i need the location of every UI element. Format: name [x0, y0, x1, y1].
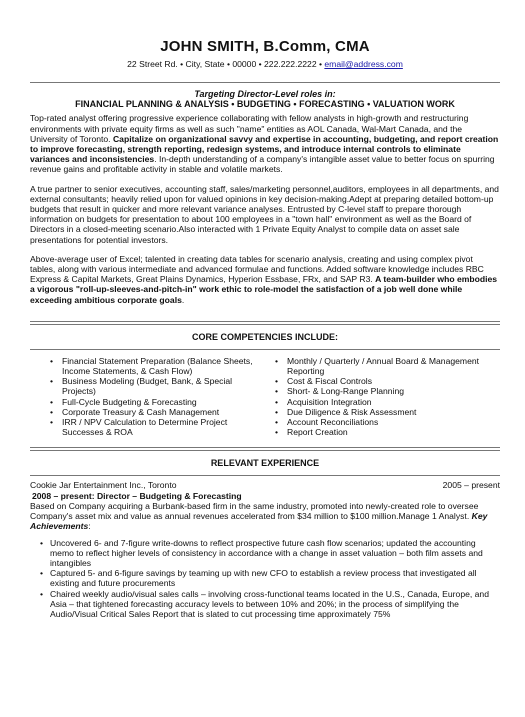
- summary-3-bold: A team-builder who embodies a vigorous "roll-up-sleeves-and-pitch-in" work ethic to role-model the satisfaction of a job well done while exceeding ambitious corporate goals: [30, 274, 498, 305]
- target-line-1: Targeting Director-Level roles in:: [194, 89, 336, 99]
- summary-1-bold: Capitalize on organizational savvy and expertise in accounting, budgeting, and report creation to improve forecasting, strength reporting, redesign systems, and introduce internal controls to eliminate variances and inconsistencies: [30, 133, 499, 165]
- target-heading: [30, 89, 500, 109]
- summary-3-text-end: .: [181, 294, 185, 305]
- competency-item: • Business Modeling (Budget, Bank, & Special Projects): [50, 376, 255, 396]
- achievements-list: [30, 538, 500, 620]
- summary-paragraph-1: [30, 113, 500, 174]
- achievement-item: • Chaired weekly audio/visual sales calls – involving cross-functional teams located in the U.S., Canada, Europe, and Asia – that tightened forecasting accuracy levels to between 10% and 20%; in the process of simplifying the Audio/Visual Critical Sales Report that is slated to cut processing time approximately 75%: [40, 589, 500, 620]
- competency-item: • Short- & Long-Range Planning: [275, 386, 480, 396]
- experience-top-rule: [30, 447, 500, 451]
- competency-item: • Cost & Fiscal Controls: [275, 376, 480, 386]
- experience-bottom-rule: [30, 475, 500, 476]
- competencies-list: [30, 356, 500, 438]
- achievement-item: • Uncovered 6- and 7-figure write-downs to reflect prospective future cash flow scenarios; updated the accounting memo to reflect higher levels of consistency in accordance with a change in asset valuation – both film assets and intangibles: [40, 538, 500, 569]
- header-rule: [30, 82, 500, 83]
- email-link[interactable]: email@address.com: [324, 59, 403, 69]
- summary-paragraph-3: [30, 254, 500, 305]
- competency-item: • IRR / NPV Calculation to Determine Project Successes & ROA: [50, 417, 255, 437]
- company-name: Cookie Jar Entertainment Inc., Toronto: [30, 480, 177, 491]
- competencies-right-column: [275, 356, 480, 438]
- contact-line: [30, 59, 500, 69]
- job-description: [30, 501, 500, 532]
- competencies-left-column: [50, 356, 255, 438]
- competency-item: • Corporate Treasury & Cash Management: [50, 407, 255, 417]
- job-dates: 2005 – present: [442, 480, 500, 491]
- competency-item: • Monthly / Quarterly / Annual Board & Management Reporting: [275, 356, 480, 376]
- competencies-bottom-rule: [30, 349, 500, 350]
- competency-item: • Financial Statement Preparation (Balance Sheets, Income Statements, & Cash Flow): [50, 356, 255, 376]
- competencies-title: CORE COMPETENCIES INCLUDE:: [191, 331, 338, 342]
- job-title: 2008 – present: Director – Budgeting & Forecasting: [32, 490, 242, 501]
- key-achievements-colon: :: [88, 521, 91, 532]
- target-line-2: FINANCIAL PLANNING & ANALYSIS • BUDGETING • FORECASTING • VALUATION WORK: [75, 99, 455, 110]
- job-header: [30, 480, 500, 490]
- competency-item: • Report Creation: [275, 427, 480, 437]
- summary-1-text-end: . In-depth understanding of a company's intangible asset value to better focus on spurring revenue gains and profitable activity in stable and volatile markets.: [30, 154, 495, 175]
- summary-3-text: Above-average user of Excel; talented in creating data tables for scenario analysis, creating and using complex pivot tables, along with various intermediate and advanced formulae and functions. Added software knowledge includes RBC Express & Capital Markets, Great Plains Dynamics, Hyperion Essbase, FRx, and SAP R3.: [30, 253, 484, 285]
- summary-1-text: Top-rated analyst offering progressive experience collaborating with fellow analysts in high-growth and restructuring environments with private equity firms as well as such "name" entities as AOL Canada, Wal-Mart Canada, and the University of Toronto.: [30, 113, 469, 144]
- summary-paragraph-2: A true partner to senior executives, accounting staff, sales/marketing personnel,auditors, employees in all departments, and external consultants; heavily relied upon for valued opinions in key decision-making.Adept at preparing detailed bottom-up budgets that result in quicker and more relevant variance analyses. Entrusted by C-level staff to prepare thorough information on budgets for presentation to about 100 employees in a "town hall" environment as well as the Board of Directors in a closed-meeting scenario.Also interacted with 1 Private Equity Analyst to compile data on asset sale presentations for potential investors.: [30, 183, 499, 245]
- competencies-top-rule: [30, 321, 500, 325]
- resume-page: [0, 38, 525, 717]
- key-achievements-label: Key Achievements: [30, 511, 488, 532]
- experience-title: RELEVANT EXPERIENCE: [210, 458, 320, 469]
- competency-item: • Full-Cycle Budgeting & Forecasting: [50, 397, 255, 407]
- contact-details: 22 Street Rd. • City, State • 00000 • 222.222.2222 •: [127, 59, 325, 69]
- job-description-text: Based on Company acquiring a Burbank-based firm in the same industry, promoted into newly-created role to oversee Company's asset mix and value as annual revenues accelerated from $34 million to $100 million.Manage 1 Analyst.: [30, 500, 479, 522]
- competency-item: • Account Reconciliations: [275, 417, 480, 427]
- achievement-item: • Captured 5- and 6-figure savings by teaming up with new CFO to establish a review process that investigated all existing and future procurements: [40, 568, 500, 588]
- candidate-name: JOHN SMITH, B.Comm, CMA: [160, 38, 370, 55]
- competency-item: • Due Diligence & Risk Assessment: [275, 407, 480, 417]
- competency-item: • Acquisition Integration: [275, 397, 480, 407]
